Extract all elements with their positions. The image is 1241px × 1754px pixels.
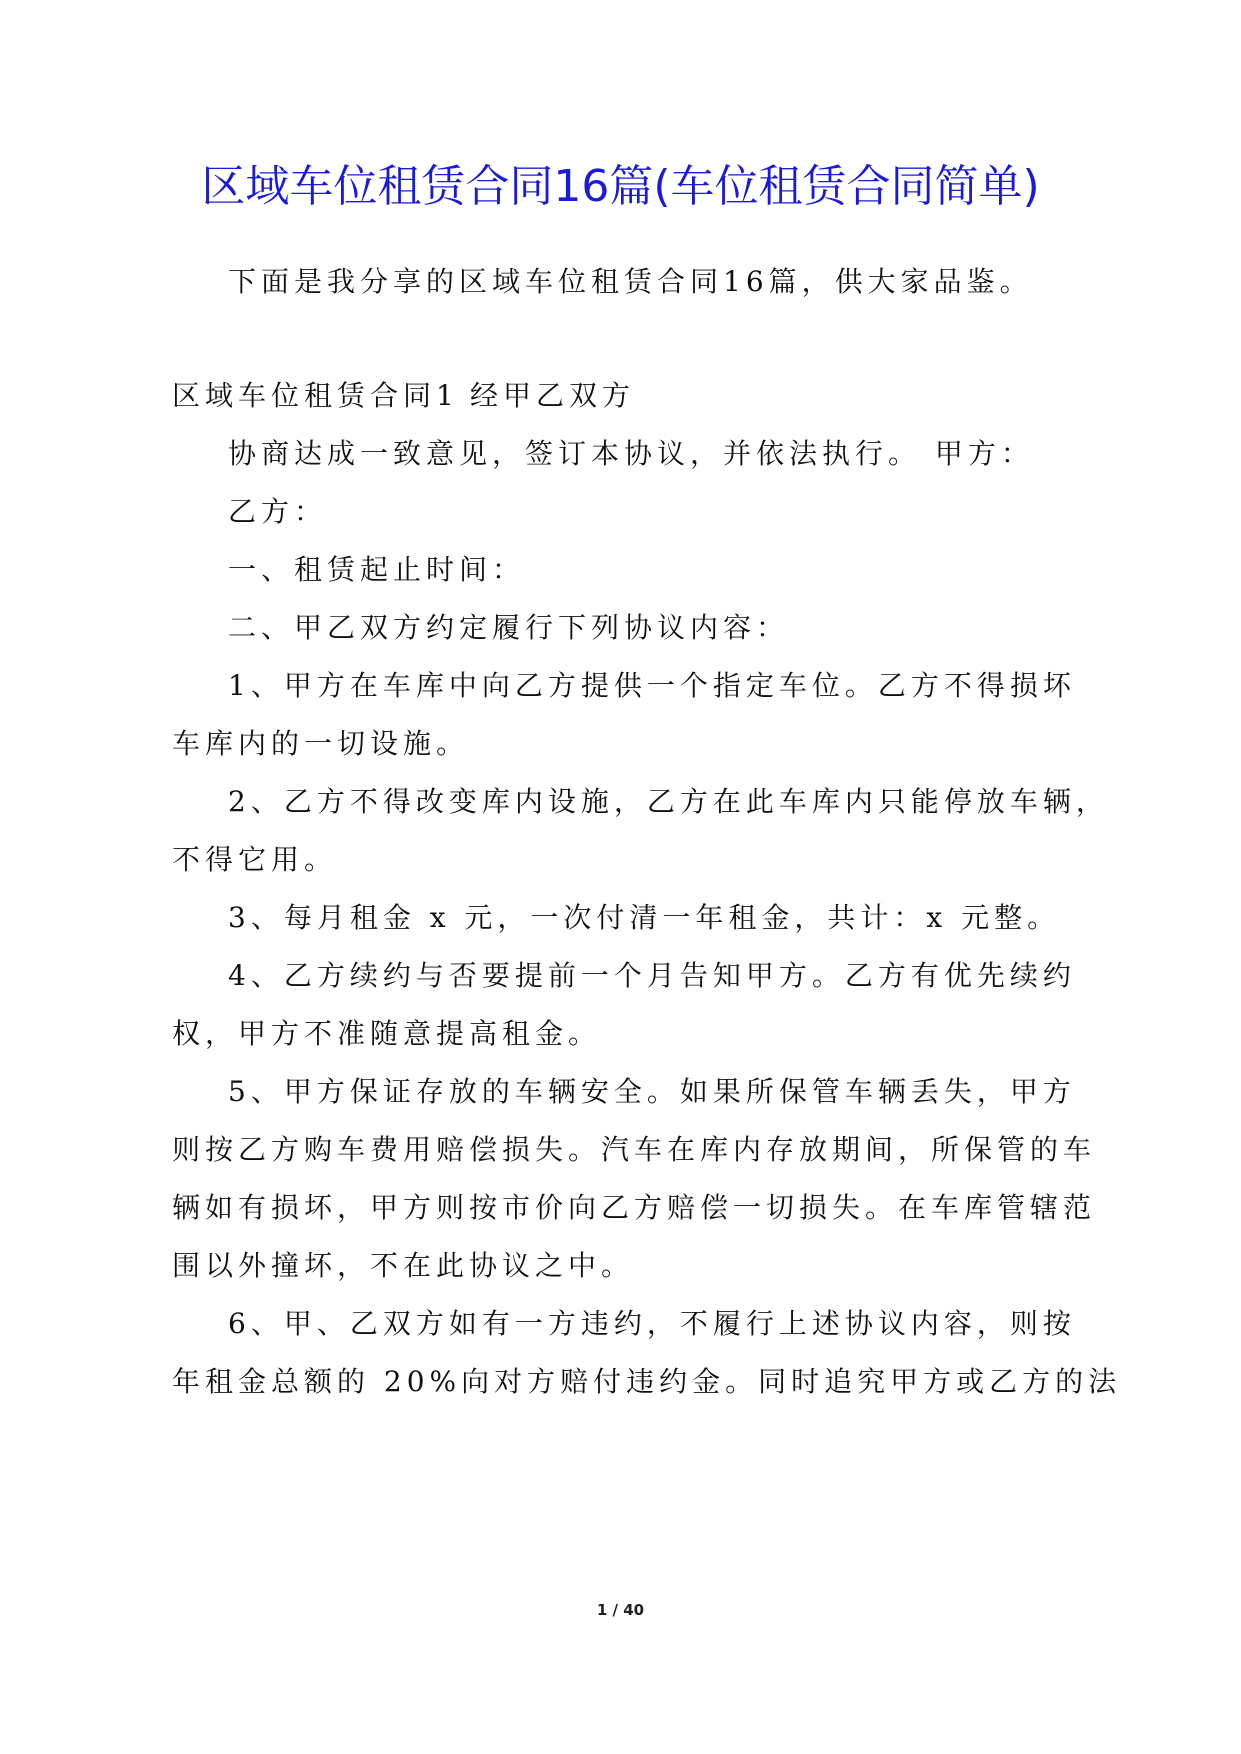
body-line: 1、甲方在车库中向乙方提供一个指定车位。乙方不得损坏 <box>228 669 1076 702</box>
body-line: 权，甲方不准随意提高租金。 <box>172 1017 602 1050</box>
body-line: 车库内的一切设施。 <box>172 727 470 760</box>
body-line: 不得它用。 <box>172 843 338 876</box>
body-line: 年租金总额的 20%向对方赔付违约金。同时追究甲方或乙方的法 <box>172 1365 1122 1398</box>
intro-paragraph: 下面是我分享的区域车位租赁合同16篇，供大家品鉴。 <box>228 265 1033 298</box>
section-heading-tail: 经甲乙双方 <box>470 379 636 412</box>
body-line: 协商达成一致意见，签订本协议，并依法执行。 甲方： <box>228 437 1034 470</box>
body-line: 则按乙方购车费用赔偿损失。汽车在库内存放期间，所保管的车 <box>172 1133 1097 1166</box>
body-line: 3、每月租金 x 元，一次付清一年租金，共计：x 元整。 <box>228 901 1061 934</box>
body-line: 2、乙方不得改变库内设施，乙方在此车库内只能停放车辆， <box>228 785 1109 818</box>
body-line: 辆如有损坏，甲方则按市价向乙方赔偿一切损失。在车库管辖范 <box>172 1191 1097 1224</box>
section-heading: 区域车位租赁合同1 <box>172 379 459 412</box>
body-line: 二、甲乙双方约定履行下列协议内容： <box>228 611 790 644</box>
document-title: 区域车位租赁合同16篇(车位租赁合同简单) <box>201 161 1040 212</box>
body-line: 6、甲、乙双方如有一方违约，不履行上述协议内容，则按 <box>228 1307 1076 1340</box>
body-line: 一、租赁起止时间： <box>228 553 526 586</box>
body-line: 5、甲方保证存放的车辆安全。如果所保管车辆丢失，甲方 <box>228 1075 1076 1108</box>
body-line: 4、乙方续约与否要提前一个月告知甲方。乙方有优先续约 <box>228 959 1076 992</box>
body-line: 乙方： <box>228 495 328 528</box>
body-line: 围以外撞坏，不在此协议之中。 <box>172 1249 635 1282</box>
page-indicator: 1 / 40 <box>596 1601 645 1619</box>
